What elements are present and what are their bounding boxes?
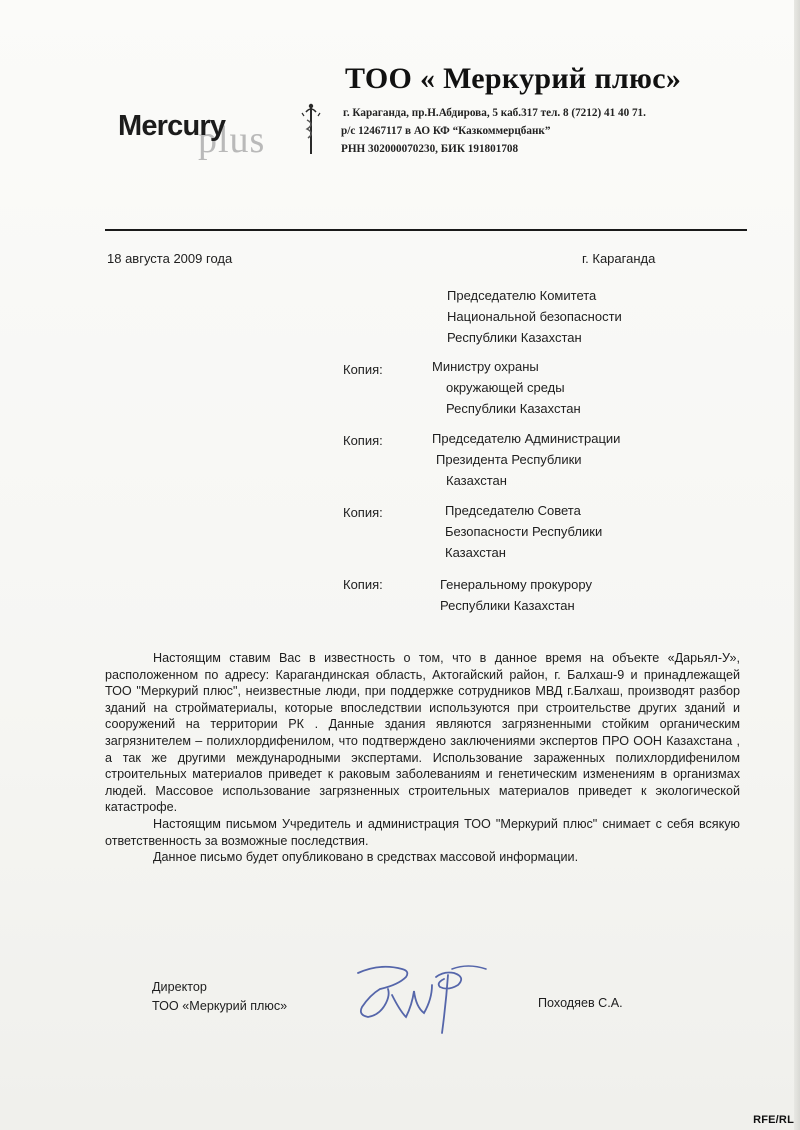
handwritten-signature [340,955,500,1035]
logo-mercury-text: Mercury [118,110,226,142]
addressee-line: Безопасности Республики [445,524,603,539]
company-logo [118,100,328,170]
bank-account: р/с 12467117 в АО КФ “Казкоммерцбанк” [341,125,551,137]
addressee-line: Председателю Совета [445,503,581,518]
addressee-line: окружающей среды [446,380,565,395]
signatory-name: Походяев С.А. [538,996,623,1010]
addressee-line: Республики Казахстан [447,330,582,345]
page-edge-shadow [794,0,800,1130]
addressee-copy-4 [440,574,592,616]
tax-ids: РНН 302000070230, БИК 191801708 [341,143,519,155]
body-paragraph: Данное письмо будет опубликовано в средствах массовой информации. [153,850,579,865]
addressee-line: Председателю Комитета [447,288,597,303]
signatory-company: ТОО «Меркурий плюс» [152,999,288,1013]
logo-plus-text: plus [198,119,266,161]
addressee-copy-1 [432,356,581,419]
copy-label: Копия: [343,362,383,377]
signatory-title: Директор [152,980,207,994]
letter-date: 18 августа 2009 года [107,251,233,266]
logo-caduceus-icon [300,102,322,160]
addressee-line: Президента Республики [436,452,582,467]
letter-body [105,650,740,866]
letter-city: г. Караганда [582,251,656,266]
addressee-primary [447,285,622,348]
body-paragraph: Настоящим письмом Учредитель и администрация ТОО "Меркурий плюс" снимает с себя всякую ответственность за возможные последствия. [105,816,740,848]
letterhead-divider [105,229,747,231]
company-title: ТОО « Меркурий плюс» [345,62,682,95]
company-address: г. Караганда, пр.Н.Абдирова, 5 каб.317 тел. 8 (7212) 41 40 71. [343,107,646,119]
addressee-line: Национальной безопасности [447,309,622,324]
addressee-copy-3 [445,500,602,563]
addressee-line: Республики Казахстан [446,401,581,416]
addressee-line: Казахстан [445,545,506,560]
addressee-line: Министру охраны [432,359,539,374]
addressee-line: Председателю Администрации [432,431,621,446]
letterhead-details [343,104,646,158]
addressee-line: Генеральному прокурору [440,577,592,592]
addressee-line: Казахстан [446,473,507,488]
source-watermark: RFE/RL [753,1114,794,1126]
copy-label: Копия: [343,505,383,520]
signatory-position [152,978,287,1016]
addressee-line: Республики Казахстан [440,598,575,613]
copy-label: Копия: [343,433,383,448]
body-paragraph: Настоящим ставим Вас в известность о том, что в данное время на объекте «Дарьял-У», расположенном по адресу: Карагандинская область, Актогайский район, г. Балхаш-9 и принадлежащей ТОО "Меркурий плюс", неизвестные люди, при поддержке сотрудников МВД г.Балхаш, производят разбор зданий на стройматериалы, которые впоследствии используются при строительстве других зданий и сооружений на территории РК . Данные здания являются загрязненными стойким органическим загрязнителем – полихлордифенилом, что подтверждено заключениями экспертов ПРО ООН Казахстана , а так же другими международными экспертами. Использование зараженных полихлордифенилом строительных материалов приведет к раковым заболеваниям и генетическим изменениям в организмах людей. Массовое использование загрязненных строительных материалов приведет к экологической катастрофе. [105,651,740,815]
copy-label: Копия: [343,577,383,592]
addressee-copy-2 [432,428,620,491]
